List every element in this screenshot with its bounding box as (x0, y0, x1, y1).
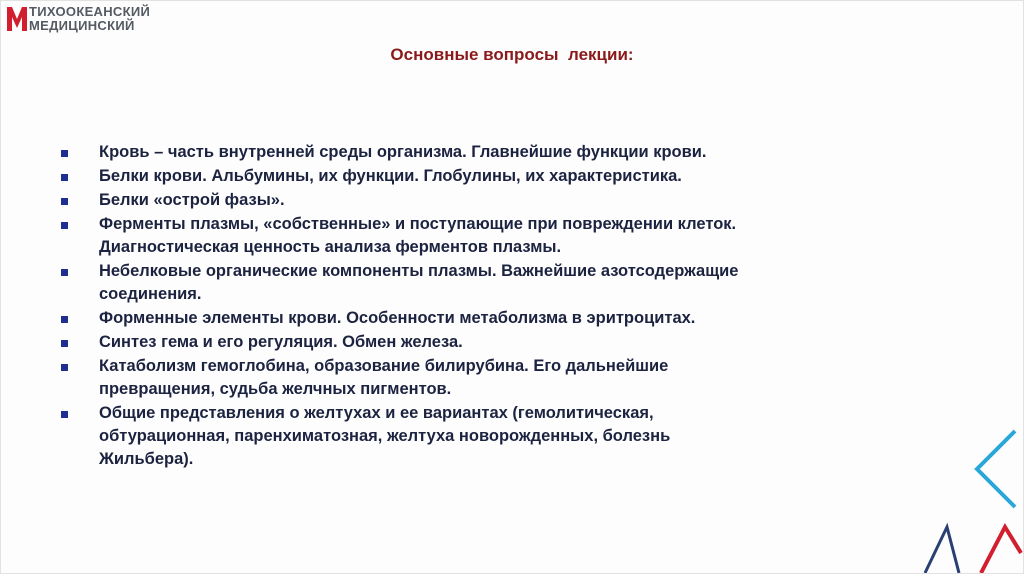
list-item (59, 307, 939, 330)
logo-text (29, 5, 150, 33)
list-item-text: Кровь – часть внутренней среды организма. Главнейшие функции крови. (99, 143, 707, 161)
decor-red-chevron-icon (981, 527, 1021, 573)
list-item-text: Синтез гема и его регуляция. Обмен железа. (99, 333, 463, 351)
list-item (59, 402, 939, 471)
list-item-text: Катаболизм гемоглобина, образование билирубина. Его дальнейшие превращения, судьба желчных пигментов. (99, 357, 669, 398)
list-item-text: Ферменты плазмы, «собственные» и поступающие при повреждении клеток. Диагностическая ценность анализа ферментов плазмы. (99, 215, 737, 256)
logo-line-1: ТИХООКЕАНСКИЙ (29, 4, 151, 19)
list-item (59, 189, 939, 212)
bullet-square-icon (61, 150, 68, 157)
list-item (59, 141, 939, 164)
decor-peak-icon (925, 527, 959, 573)
logo-line-2: МЕДИЦИНСКИЙ (29, 18, 135, 33)
list-item-text: Небелковые органические компоненты плазмы. Важнейшие азотсодержащие соединения. (99, 262, 739, 303)
bullet-square-icon (61, 411, 68, 418)
corner-decoration (893, 423, 1023, 573)
bullet-square-icon (61, 198, 68, 205)
university-logo (7, 5, 150, 33)
list-item (59, 213, 939, 259)
list-item-text: Белки крови. Альбумины, их функции. Глобулины, их характеристика. (99, 167, 682, 185)
bullet-square-icon (61, 340, 68, 347)
list-item-text: Белки «острой фазы». (99, 191, 285, 209)
list-item-text: Форменные элементы крови. Особенности метаболизма в эритроцитах. (99, 309, 696, 327)
decor-chevron-icon (977, 431, 1015, 507)
list-item (59, 165, 939, 188)
list-item (59, 260, 939, 306)
bullet-square-icon (61, 364, 68, 371)
bullet-square-icon (61, 269, 68, 276)
slide-title: Основные вопросы лекции: (390, 45, 634, 64)
logo-mark-icon (7, 6, 27, 32)
bullet-list (59, 141, 939, 472)
bullet-square-icon (61, 222, 68, 229)
bullet-square-icon (61, 316, 68, 323)
list-item (59, 355, 939, 401)
bullet-square-icon (61, 174, 68, 181)
list-item-text: Общие представления о желтухах и ее вариантах (гемолитическая, обтурационная, паренхиматозная, желтуха новорожденных, болезнь Жильбера). (99, 404, 671, 468)
list-item (59, 331, 939, 354)
